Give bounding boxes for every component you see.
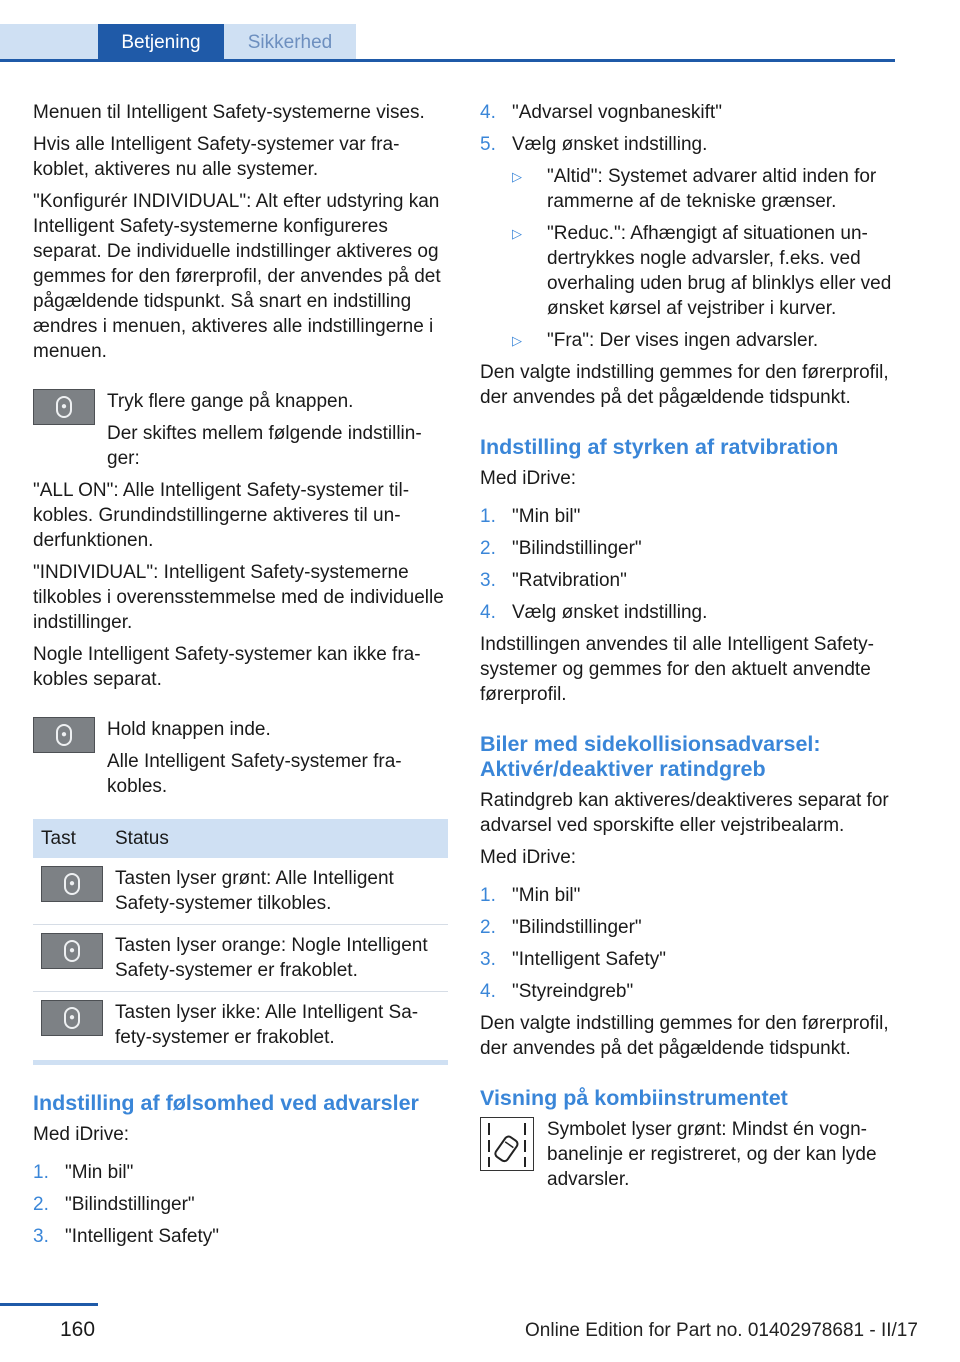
list-item: 3. "Intelligent Safety"	[480, 949, 666, 970]
section-heading: Indstilling af styrken af ratvibration	[480, 435, 839, 459]
intelligent-safety-button-icon: ⦁	[33, 389, 95, 425]
list-item: 1. "Min bil"	[480, 885, 581, 906]
list-item: 4. "Styreindgreb"	[480, 981, 634, 1002]
left-column	[33, 100, 448, 1256]
instruction-text: Tryk flere gange på knappen.	[107, 391, 354, 412]
table-row	[33, 858, 448, 925]
edition-note: Online Edition for Part no. 01402978681 - II/17	[525, 1320, 918, 1341]
paragraph: Med iDrive:	[33, 1124, 130, 1145]
page-number: 160	[60, 1318, 96, 1341]
step-list	[480, 883, 896, 1004]
list-item: ▷ "Reduc.": Afhængigt af situationen undertrykkes nogle advarsler, f.eks. ved overhaling uden brug af blinklys eller ved ønsket kørsel af vejstriber i kurver.	[512, 223, 892, 319]
right-column	[480, 100, 896, 1199]
step-list	[480, 504, 896, 625]
status-text: Tasten lyser orange: Nogle Intelligent Safety-systemer er frakoblet.	[115, 925, 448, 992]
display-description	[480, 1117, 896, 1192]
button-green-icon: ⦁	[41, 866, 103, 902]
list-item: 2. "Bilindstillinger"	[33, 1194, 195, 1215]
tab-sikkerhed[interactable]: Sikkerhed	[224, 24, 356, 62]
table-row	[33, 992, 448, 1059]
press-button-instruction	[33, 389, 448, 471]
status-table	[33, 819, 448, 1058]
instruction-text: Alle Intelligent Safety-systemer frakobles.	[107, 751, 402, 797]
header-bar	[0, 0, 895, 62]
section-heading: Biler med sidekollisionsadvarsel: Aktivér/deaktiver ratindgreb	[480, 732, 821, 781]
tab-spacer	[0, 24, 98, 62]
paragraph: Med iDrive:	[480, 468, 577, 489]
status-text: Tasten lyser ikke: Alle Intelligent Safety-systemer er frakoblet.	[115, 1002, 419, 1048]
paragraph: Med iDrive:	[480, 847, 577, 868]
status-text: Tasten lyser grønt: Alle Intelligent Safety-systemer tilkobles.	[115, 858, 448, 925]
paragraph: Nogle Intelligent Safety-systemer kan ikke frakobles separat.	[33, 644, 421, 690]
list-item: ▷ "Altid": Systemet advarer altid inden for rammerne af de tekniske grænser.	[512, 166, 877, 212]
section-heading: Visning på kombiinstrumentet	[480, 1086, 788, 1110]
button-off-icon: ⦁	[41, 1000, 103, 1036]
paragraph: Den valgte indstilling gemmes for den førerprofil, der anvendes på det pågældende tidspunkt.	[480, 362, 889, 408]
list-item: 4. "Advarsel vognbaneskift"	[480, 102, 722, 123]
list-item: 2. "Bilindstillinger"	[480, 917, 642, 938]
step-list	[480, 100, 896, 157]
intelligent-safety-button-icon: ⦁	[33, 717, 95, 753]
instruction-text: Der skiftes mellem følgende indstillinger:	[107, 423, 422, 469]
paragraph: Den valgte indstilling gemmes for den førerprofil, der anvendes på det pågældende tidspunkt.	[480, 1013, 889, 1059]
list-item: 3. "Intelligent Safety"	[33, 1226, 219, 1247]
step-list	[33, 1160, 448, 1249]
table-header-status: Status	[115, 819, 448, 858]
paragraph: Indstillingen anvendes til alle Intelligent Safety-systemer og gemmes for den aktuelt anvendte førerprofil.	[480, 634, 874, 705]
list-item: 2. "Bilindstillinger"	[480, 538, 642, 559]
instruction-text: Hold knappen inde.	[107, 719, 271, 740]
list-item: 1. "Min bil"	[480, 506, 581, 527]
footer-rule	[0, 1303, 98, 1306]
list-item: ▷ "Fra": Der vises ingen advarsler.	[512, 330, 819, 351]
paragraph: Hvis alle Intelligent Safety-systemer var frakoblet, aktiveres nu alle systemer.	[33, 134, 400, 180]
paragraph: "Konfigurér INDIVIDUAL": Alt efter udstyring kan Intelligent Safety-systemerne konfigureres separat. De individuelle indstillinger aktiveres og gemmes for den førerprofil, der anvendes på det pågældende tidspunkt. Så snart en indstilling ændres i menuen, aktiveres alle indstillingerne i menuen.	[33, 191, 441, 362]
paragraph: "INDIVIDUAL": Intelligent Safety-systemerne tilkobles i overensstemmelse med de individuelle indstillinger.	[33, 562, 444, 633]
button-orange-icon: ⦁	[41, 933, 103, 969]
table-row	[33, 925, 448, 992]
paragraph: Symbolet lyser grønt: Mindst én vognbanelinje er registreret, og der kan lyde advarsler.	[547, 1119, 877, 1190]
paragraph: "ALL ON": Alle Intelligent Safety-systemer tilkobles. Grundindstillingerne aktiveres til underfunktionen.	[33, 480, 410, 551]
tab-betjening[interactable]: Betjening	[98, 24, 224, 62]
header-rule	[0, 59, 895, 62]
paragraph: Menuen til Intelligent Safety-systemerne vises.	[33, 102, 425, 123]
list-item: 4. Vælg ønsket indstilling.	[480, 602, 708, 623]
list-item: 5. Vælg ønsket indstilling.	[480, 134, 708, 155]
hold-button-instruction	[33, 717, 448, 799]
option-list	[480, 164, 896, 353]
section-heading: Indstilling af følsomhed ved advarsler	[33, 1091, 419, 1115]
lane-change-warning-icon	[480, 1117, 534, 1171]
paragraph: Ratindgreb kan aktiveres/deaktiveres separat for advarsel ved sporskifte eller vejstribealarm.	[480, 790, 889, 836]
list-item: 1. "Min bil"	[33, 1162, 134, 1183]
list-item: 3. "Ratvibration"	[480, 570, 627, 591]
table-header-tast: Tast	[33, 819, 115, 858]
